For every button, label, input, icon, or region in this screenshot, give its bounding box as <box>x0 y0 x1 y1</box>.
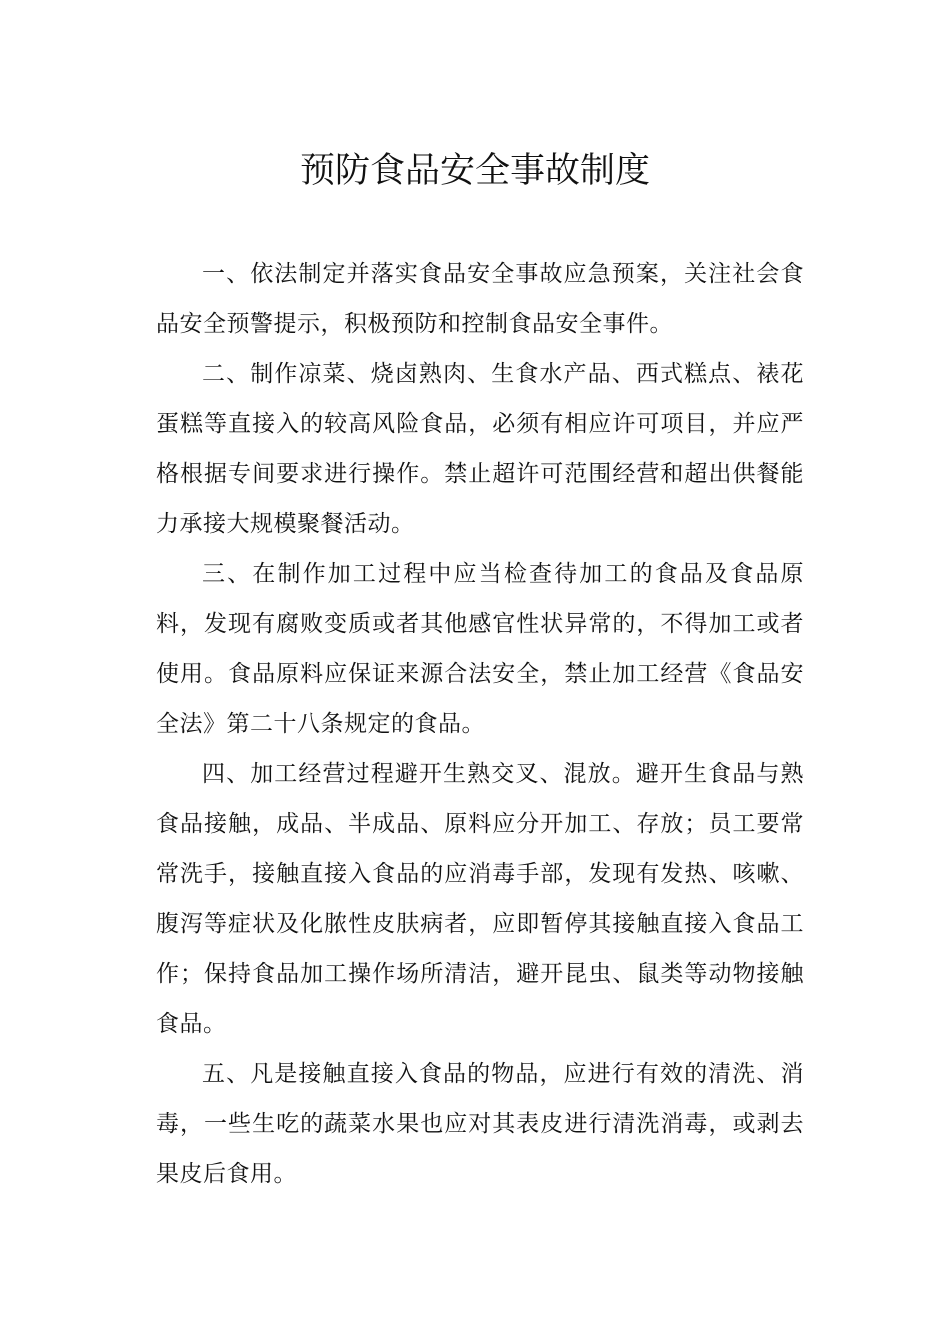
document-body <box>156 249 804 1199</box>
paragraph-1: 一、依法制定并落实食品安全事故应急预案，关注社会食品安全预警提示，积极预防和控制食品安全事件。 <box>156 261 804 337</box>
paragraph-5: 五、凡是接触直接入食品的物品，应进行有效的清洗、消毒，一些生吃的蔬菜水果也应对其表皮进行清洗消毒，或剥去果皮后食用。 <box>156 1061 804 1187</box>
document-title: 预防食品安全事故制度 <box>299 151 650 191</box>
paragraph-3: 三、在制作加工过程中应当检查待加工的食品及食品原料，发现有腐败变质或者其他感官性状异常的，不得加工或者使用。食品原料应保证来源合法安全，禁止加工经营《食品安全法》第二十八条规定的食品。 <box>156 561 804 737</box>
paragraph-2: 二、制作凉菜、烧卤熟肉、生食水产品、西式糕点、裱花蛋糕等直接入的较高风险食品，必须有相应许可项目，并应严格根据专间要求进行操作。禁止超许可范围经营和超出供餐能力承接大规模聚餐活动。 <box>156 361 804 537</box>
paragraph-4: 四、加工经营过程避开生熟交叉、混放。避开生食品与熟食品接触，成品、半成品、原料应分开加工、存放；员工要常常洗手，接触直接入食品的应消毒手部，发现有发热、咳嗽、腹泻等症状及化脓性皮肤病者，应即暂停其接触直接入食品工作；保持食品加工操作场所清洁，避开昆虫、鼠类等动物接触食品。 <box>156 761 804 1037</box>
